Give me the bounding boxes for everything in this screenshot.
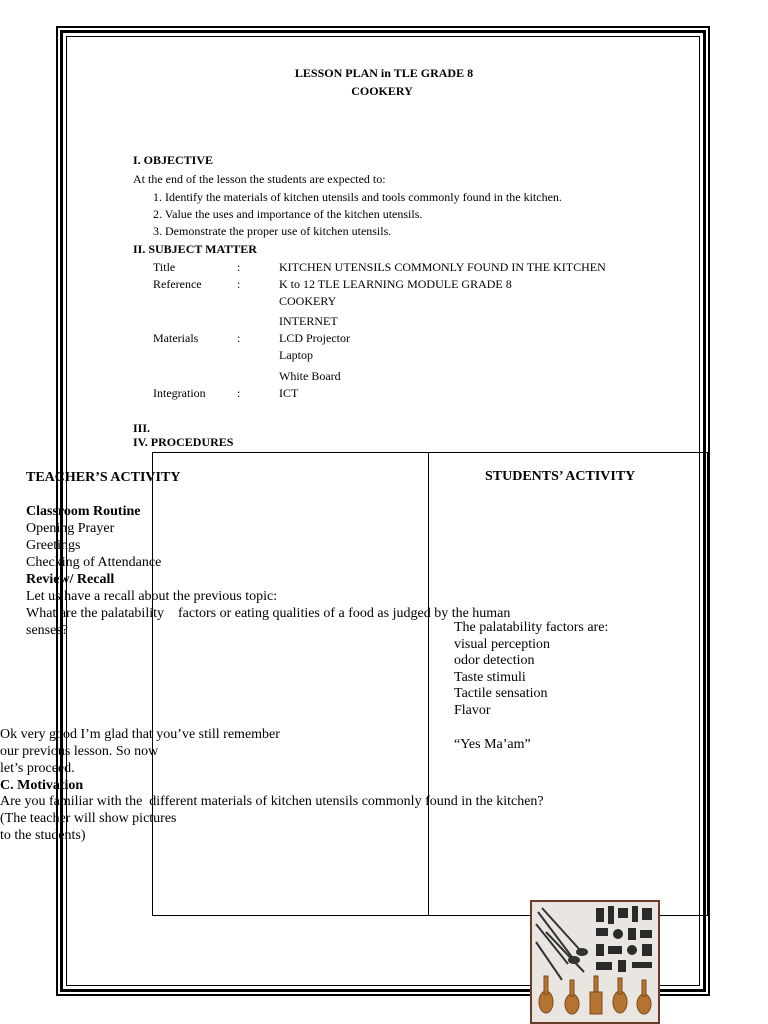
materials-value: LCD Projector xyxy=(279,331,350,345)
review-line: What are the palatability factors or eating qualities of a food as judged by the human xyxy=(26,606,511,621)
colon: : xyxy=(237,277,241,291)
utensils-illustration-icon xyxy=(532,902,658,1022)
teacher-response-line: Ok very good I’m glad that you’ve still remember xyxy=(0,727,280,742)
motivation-heading: C. Motivation xyxy=(0,778,84,793)
title-value: KITCHEN UTENSILS COMMONLY FOUND IN THE KITCHEN xyxy=(279,260,606,274)
student-answer-line: Flavor xyxy=(454,703,491,718)
teacher-response-line: let’s proceed. xyxy=(0,761,75,776)
objective-intro: At the end of the lesson the students are expected to: xyxy=(133,172,386,186)
student-reply: “Yes Ma’am” xyxy=(454,737,531,752)
review-line: Let us have a recall about the previous topic: xyxy=(26,589,278,604)
reference-label: Reference xyxy=(153,277,202,291)
table-column-divider xyxy=(428,452,429,916)
student-answer-line: Tactile sensation xyxy=(454,686,548,701)
materials-value: Laptop xyxy=(279,348,313,362)
objective-item: 1. Identify the materials of kitchen utensils and tools commonly found in the kitchen. xyxy=(153,190,562,204)
student-answer-line: Taste stimuli xyxy=(454,670,526,685)
reference-value: K to 12 TLE LEARNING MODULE GRADE 8 xyxy=(279,277,512,291)
title-label: Title xyxy=(153,260,176,274)
student-answer-line: visual perception xyxy=(454,637,551,652)
procedures-heading: IV. PROCEDURES xyxy=(133,435,234,449)
reference-value: COOKERY xyxy=(279,294,337,308)
page-title: LESSON PLAN in TLE GRADE 8 xyxy=(294,66,474,80)
students-activity-heading: STUDENTS’ ACTIVITY xyxy=(485,469,636,484)
objective-item: 3. Demonstrate the proper use of kitchen utensils. xyxy=(153,224,392,238)
reference-value: INTERNET xyxy=(279,314,338,328)
colon: : xyxy=(237,386,241,400)
routine-item: Greetings xyxy=(26,538,81,553)
materials-label: Materials xyxy=(153,331,199,345)
materials-value: White Board xyxy=(279,369,341,383)
objective-heading: I. OBJECTIVE xyxy=(133,153,214,167)
student-answer-line: The palatability factors are: xyxy=(454,620,609,635)
page-subtitle: COOKERY xyxy=(351,84,413,98)
teacher-activity-heading: TEACHER’S ACTIVITY xyxy=(26,470,181,485)
section-three-heading: III. xyxy=(133,421,151,435)
teacher-response-line: our previous lesson. So now xyxy=(0,744,159,759)
motivation-line: to the students) xyxy=(0,828,86,843)
kitchen-utensils-image xyxy=(530,900,660,1024)
integration-label: Integration xyxy=(153,386,206,400)
colon: : xyxy=(237,260,241,274)
procedures-table xyxy=(152,452,708,916)
integration-value: ICT xyxy=(279,386,299,400)
routine-item: Checking of Attendance xyxy=(26,555,162,570)
routine-item: Opening Prayer xyxy=(26,521,115,536)
motivation-line: Are you familiar with the different materials of kitchen utensils commonly found in the kitchen? xyxy=(0,794,544,809)
motivation-line: (The teacher will show pictures xyxy=(0,811,177,826)
routine-heading: Classroom Routine xyxy=(26,504,141,519)
student-answer-line: odor detection xyxy=(454,653,535,668)
review-line: senses? xyxy=(26,623,68,638)
colon: : xyxy=(237,331,241,345)
objective-item: 2. Value the uses and importance of the kitchen utensils. xyxy=(153,207,423,221)
subject-heading: II. SUBJECT MATTER xyxy=(133,242,257,256)
review-heading: Review/ Recall xyxy=(26,572,115,587)
